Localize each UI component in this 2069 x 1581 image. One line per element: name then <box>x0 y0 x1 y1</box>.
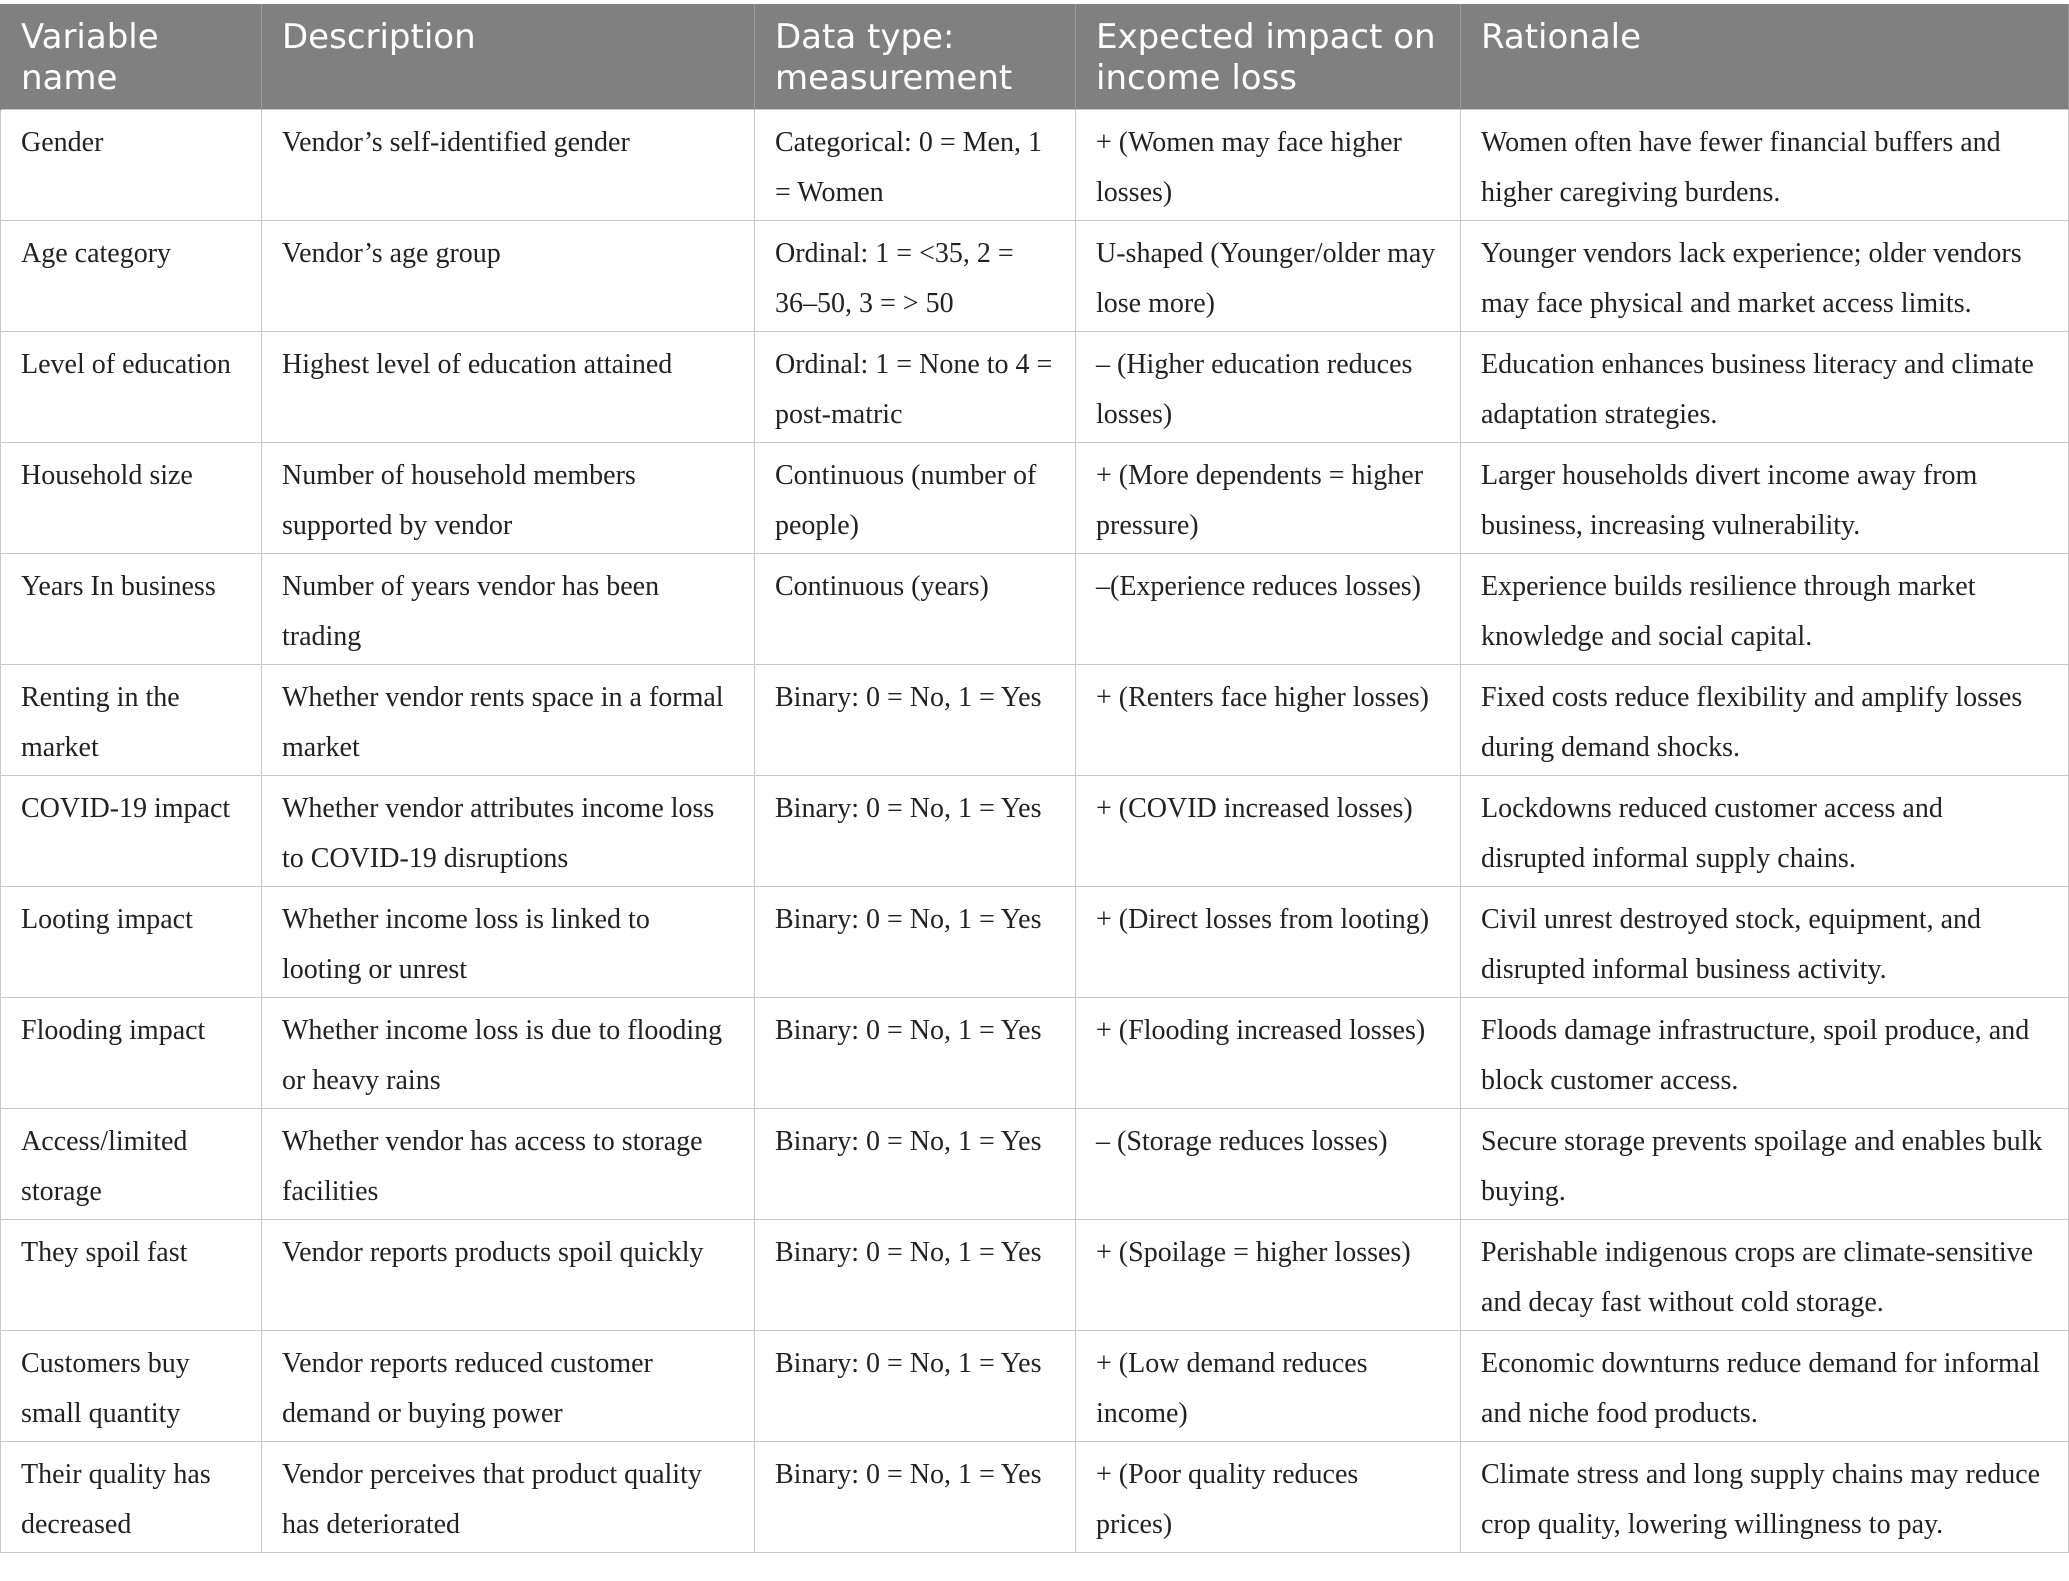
table-body <box>1 110 2069 1553</box>
cell-rationale: Economic downturns reduce demand for informal and niche food products. <box>1461 1331 2069 1442</box>
cell-variable: Renting in the market <box>1 665 262 776</box>
cell-data-type: Binary: 0 = No, 1 = Yes <box>755 1109 1076 1220</box>
header-variable-name: Variable name <box>1 4 262 110</box>
cell-data-type: Binary: 0 = No, 1 = Yes <box>755 776 1076 887</box>
header-data-type: Data type: measurement <box>755 4 1076 110</box>
table-row <box>1 1331 2069 1442</box>
variables-table <box>0 4 2069 1553</box>
cell-impact: + (More dependents = higher pressure) <box>1076 443 1461 554</box>
cell-variable: They spoil fast <box>1 1220 262 1331</box>
cell-variable: Years In business <box>1 554 262 665</box>
cell-variable: Gender <box>1 110 262 221</box>
table-row <box>1 1220 2069 1331</box>
table-row <box>1 221 2069 332</box>
cell-description: Whether income loss is linked to looting or unrest <box>262 887 755 998</box>
table-row <box>1 110 2069 221</box>
table-header <box>1 4 2069 110</box>
cell-impact: + (Flooding increased losses) <box>1076 998 1461 1109</box>
cell-variable: Age category <box>1 221 262 332</box>
cell-variable: Customers buy small quantity <box>1 1331 262 1442</box>
cell-description: Vendor’s age group <box>262 221 755 332</box>
header-expected-impact: Expected impact on income loss <box>1076 4 1461 110</box>
cell-impact: + (Spoilage = higher losses) <box>1076 1220 1461 1331</box>
table-row <box>1 1109 2069 1220</box>
table-row <box>1 1442 2069 1553</box>
cell-rationale: Fixed costs reduce flexibility and amplify losses during demand shocks. <box>1461 665 2069 776</box>
cell-data-type: Ordinal: 1 = None to 4 = post-matric <box>755 332 1076 443</box>
header-rationale: Rationale <box>1461 4 2069 110</box>
cell-rationale: Perishable indigenous crops are climate-sensitive and decay fast without cold storage. <box>1461 1220 2069 1331</box>
cell-rationale: Civil unrest destroyed stock, equipment, and disrupted informal business activity. <box>1461 887 2069 998</box>
cell-description: Vendor reports reduced customer demand or buying power <box>262 1331 755 1442</box>
cell-variable: Access/limited storage <box>1 1109 262 1220</box>
cell-impact: – (Higher education reduces losses) <box>1076 332 1461 443</box>
cell-rationale: Larger households divert income away from business, increasing vulnerability. <box>1461 443 2069 554</box>
cell-rationale: Lockdowns reduced customer access and disrupted informal supply chains. <box>1461 776 2069 887</box>
cell-data-type: Binary: 0 = No, 1 = Yes <box>755 887 1076 998</box>
cell-data-type: Binary: 0 = No, 1 = Yes <box>755 1442 1076 1553</box>
cell-description: Vendor reports products spoil quickly <box>262 1220 755 1331</box>
table-row <box>1 332 2069 443</box>
cell-rationale: Experience builds resilience through market knowledge and social capital. <box>1461 554 2069 665</box>
cell-description: Whether income loss is due to flooding or heavy rains <box>262 998 755 1109</box>
cell-data-type: Categorical: 0 = Men, 1 = Women <box>755 110 1076 221</box>
cell-data-type: Continuous (number of people) <box>755 443 1076 554</box>
cell-description: Highest level of education attained <box>262 332 755 443</box>
cell-impact: + (Direct losses from looting) <box>1076 887 1461 998</box>
cell-impact: –(Experience reduces losses) <box>1076 554 1461 665</box>
table-row <box>1 665 2069 776</box>
cell-variable: COVID-19 impact <box>1 776 262 887</box>
cell-rationale: Climate stress and long supply chains may reduce crop quality, lowering willingness to pay. <box>1461 1442 2069 1553</box>
header-row <box>1 4 2069 110</box>
cell-data-type: Binary: 0 = No, 1 = Yes <box>755 665 1076 776</box>
cell-description: Whether vendor rents space in a formal market <box>262 665 755 776</box>
cell-impact: + (Poor quality reduces prices) <box>1076 1442 1461 1553</box>
cell-data-type: Binary: 0 = No, 1 = Yes <box>755 1331 1076 1442</box>
cell-data-type: Ordinal: 1 = <35, 2 = 36–50, 3 = > 50 <box>755 221 1076 332</box>
cell-data-type: Binary: 0 = No, 1 = Yes <box>755 1220 1076 1331</box>
cell-variable: Their quality has decreased <box>1 1442 262 1553</box>
table-row <box>1 443 2069 554</box>
cell-description: Whether vendor attributes income loss to COVID-19 disruptions <box>262 776 755 887</box>
cell-impact: + (COVID increased losses) <box>1076 776 1461 887</box>
cell-impact: + (Renters face higher losses) <box>1076 665 1461 776</box>
cell-rationale: Younger vendors lack experience; older vendors may face physical and market access limits. <box>1461 221 2069 332</box>
cell-rationale: Secure storage prevents spoilage and enables bulk buying. <box>1461 1109 2069 1220</box>
cell-data-type: Binary: 0 = No, 1 = Yes <box>755 998 1076 1109</box>
variables-table-container <box>0 4 2068 1553</box>
cell-variable: Household size <box>1 443 262 554</box>
cell-variable: Level of education <box>1 332 262 443</box>
cell-description: Vendor’s self-identified gender <box>262 110 755 221</box>
cell-variable: Looting impact <box>1 887 262 998</box>
cell-description: Number of years vendor has been trading <box>262 554 755 665</box>
cell-impact: + (Low demand reduces income) <box>1076 1331 1461 1442</box>
table-row <box>1 887 2069 998</box>
cell-impact: – (Storage reduces losses) <box>1076 1109 1461 1220</box>
cell-data-type: Continuous (years) <box>755 554 1076 665</box>
cell-description: Number of household members supported by vendor <box>262 443 755 554</box>
table-row <box>1 554 2069 665</box>
cell-variable: Flooding impact <box>1 998 262 1109</box>
header-description: Description <box>262 4 755 110</box>
cell-rationale: Education enhances business literacy and climate adaptation strategies. <box>1461 332 2069 443</box>
cell-rationale: Women often have fewer financial buffers and higher caregiving burdens. <box>1461 110 2069 221</box>
table-row <box>1 776 2069 887</box>
cell-impact: U-shaped (Younger/older may lose more) <box>1076 221 1461 332</box>
cell-impact: + (Women may face higher losses) <box>1076 110 1461 221</box>
table-row <box>1 998 2069 1109</box>
cell-description: Vendor perceives that product quality has deteriorated <box>262 1442 755 1553</box>
cell-description: Whether vendor has access to storage facilities <box>262 1109 755 1220</box>
cell-rationale: Floods damage infrastructure, spoil produce, and block customer access. <box>1461 998 2069 1109</box>
